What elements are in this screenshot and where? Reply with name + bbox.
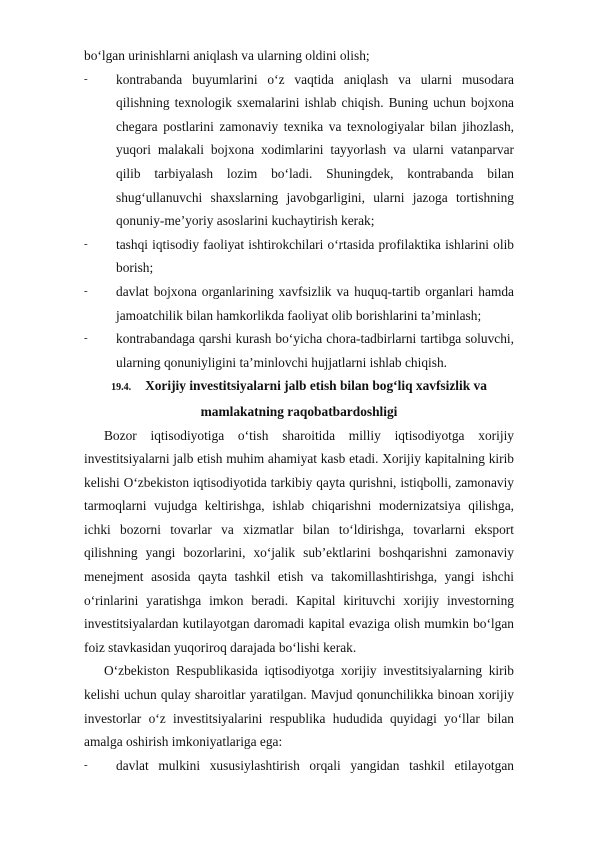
body-paragraph: O‘zbekiston Respublikasida iqtisodiyotga xorijiy investitsiyalarning kirib kelishi uchun qulay sharoitlar yaratilgan. Mavjud qonunchilikka binoan xorijiy investorlar o‘z investitsiyalarini respublika hududida quyidagi yo‘llar bilan amalga oshirish imkoniyatlariga ega: [84, 663, 514, 750]
bullet-text: tashqi iqtisodiy faoliyat ishtirokchilari o‘rtasida profilaktika ishlarini olib borish; [116, 236, 514, 276]
section-heading [84, 374, 514, 423]
bullet-item [84, 327, 514, 374]
bullet-dash: - [84, 332, 88, 345]
bullet-dash: - [84, 72, 88, 85]
section-title-part2: mamlakatning raqobatbardoshligi [200, 403, 398, 419]
bullet-dash: - [84, 758, 88, 771]
section-heading-line1 [84, 374, 514, 400]
bullet-item [84, 754, 514, 778]
paragraph-continuation: bo‘lgan urinishlarni aniqlash va ularning oldini olish; [84, 48, 370, 63]
bullet-item [84, 280, 514, 327]
bullet-item [84, 68, 514, 233]
bullet-text: kontrabanda buyumlarini o‘z vaqtida aniqlash va ularni musodara qilishning texnologik sxemalarini ishlab chiqish. Buning uchun bojxona chegara postlarini zamonaviy texnika va texnologiyalar bilan jihozlash, yuqori malakali bojxona xodimlarini tayyorlash va ularni vatanparvar qilib tarbiyalash lozim bo‘ladi. Shuningdek, kontrabanda bilan shug‘ullanuvchi shaxslarning javobgarligini, ularni jazoga tortishning qonuniy-me’yoriy asoslarini kuchaytirish kerak; [116, 71, 514, 229]
section-number: 19.4. [111, 382, 132, 394]
page-content [84, 44, 514, 777]
bullet-dash: - [84, 237, 88, 250]
body-paragraph: Bozor iqtisodiyotiga o‘tish sharoitida milliy iqtisodiyotga xorijiy investitsiyalarni jalb etish muhim ahamiyat kasb etadi. Xorijiy kapitalning kirib kelishi O‘zbekiston iqtisodiyotida tarkibiy qayta qurishni, istiqbolli, zamonaviy tarmoqlarni vujudga keltirishga, ishlab chiqarishni modernizatsiya qilishga, ichki bozorni tovarlar va xizmatlar bilan to‘ldirishga, tovarlarni eksport qilishning yangi bozorlarini, xo‘jalik sub’ektlarini boshqarishni zamonaviy menejment asosida qayta tashkil etish va takomillashtirishga, yangi ishchi o‘rinlarini yaratishga imkon beradi. Kapital kirituvchi xorijiy investorning investitsiyalardan kutilayotgan daromadi kapital evaziga olish mumkin bo‘lgan foiz stavkasidan yuqoriroq darajada bo‘lishi kerak. [84, 427, 514, 655]
bullet-text: kontrabandaga qarshi kurash bo‘yicha chora-tadbirlarni tartibga soluvchi, ularning qonuniyligini ta’minlovchi hujjatlarni ishlab chiqish. [116, 331, 514, 370]
bullet-text: davlat mulkini xususiylashtirish orqali yangidan tashkil etilayotgan [116, 757, 514, 773]
section-title-part1: Xorijiy investitsiyalarni jalb etish bilan bog‘liq xavfsizlik va [145, 378, 487, 394]
bullet-item [84, 233, 514, 280]
bullet-dash: - [84, 284, 88, 297]
bullet-text: davlat bojxona organlarining xavfsizlik va huquq-tartib organlari hamda jamoatchilik bilan hamkorlikda faoliyat olib borishlarini ta’minlash; [116, 283, 514, 323]
